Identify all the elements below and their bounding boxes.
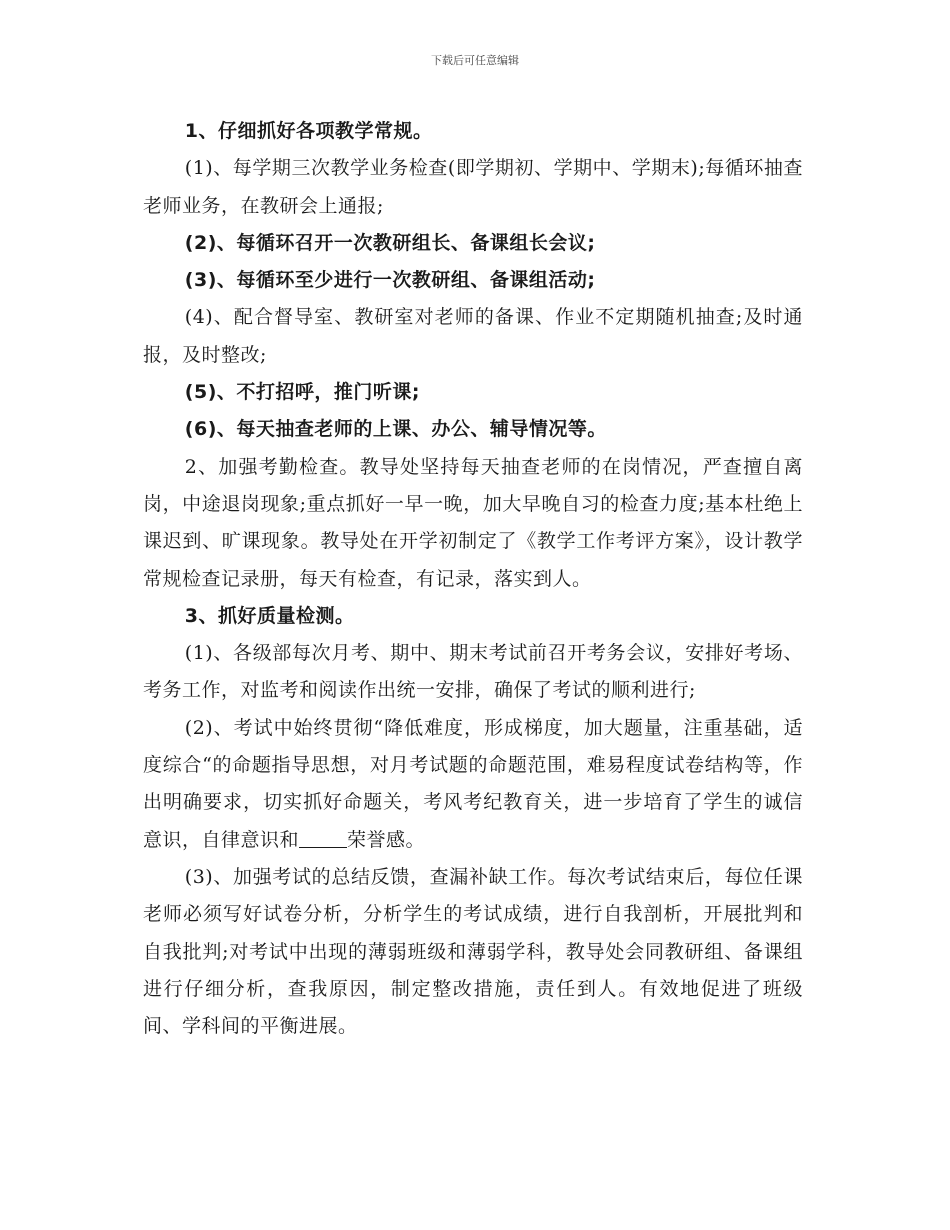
paragraph-routine-2: (2)、每循环召开一次教研组长、备课组长会议; [184, 231, 596, 254]
paragraph-routine-3: (3)、每循环至少进行一次教研组、备课组活动; [184, 269, 596, 292]
page-header: 下载后可任意编辑 [431, 54, 519, 67]
paragraph-routine-5: (5)、不打招呼，推门听课; [184, 381, 420, 404]
document-body [143, 113, 803, 1045]
heading-quality: 3、抓好质量检测。 [184, 604, 355, 627]
paragraph-routine-6: (6)、每天抽查老师的上课、办公、辅导情况等。 [184, 418, 607, 441]
heading-routine: 1、仔细抓好各项教学常规。 [184, 120, 433, 142]
paragraph-quality-1: (1)、各级部每次月考、期中、期末考试前召开考务会议，安排好考场、考务工作，对监考和阅读作出统一安排，确保了考试的顺利进行; [143, 642, 803, 702]
paragraph-attendance: 2、加强考勤检查。教导处坚持每天抽查老师的在岗情况，严查擅自离岗，中途退岗现象;重点抓好一早一晚，加大早晚自习的检查力度;基本杜绝上课迟到、旷课现象。教导处在开学初制定了《教学工作考评方案》，设计教学常规检查记录册，每天有检查，有记录，落实到人。 [143, 455, 803, 590]
paragraph-quality-3: (3)、加强考试的总结反馈，查漏补缺工作。每次考试结束后，每位任课老师必须写好试卷分析，分析学生的考试成绩，进行自我剖析，开展批判和自我批判;对考试中出现的薄弱班级和薄弱学科，教导处会同教研组、备课组进行仔细分析，查我原因，制定整改措施，责任到人。有效地促进了班级间、学科间的平衡进展。 [143, 865, 803, 1038]
paragraph-quality-2-start: (2)、考试中始终贯彻“降低难度，形成梯度，加大题量，注重基础，适度综合“的命题指导思想，对月考试题的命题范围，难易程度试卷结构等，作出明确要求，切实抓好命题关，考风考纪教育关，进一步培育了学生的诚信意识，自律意识和 [143, 716, 803, 851]
paragraph-quality-2-end: 荣誉感。 [347, 828, 426, 851]
paragraph-routine-4: (4)、配合督导室、教研室对老师的备课、作业不定期随机抽查;及时通报，及时整改; [143, 306, 803, 366]
paragraph-routine-1: (1)、每学期三次教学业务检查(即学期初、学期中、学期末);每循环抽查老师业务，在教研会上通报; [143, 157, 803, 217]
paragraph-quality-2 [143, 710, 803, 859]
fill-in-blank [299, 828, 347, 848]
